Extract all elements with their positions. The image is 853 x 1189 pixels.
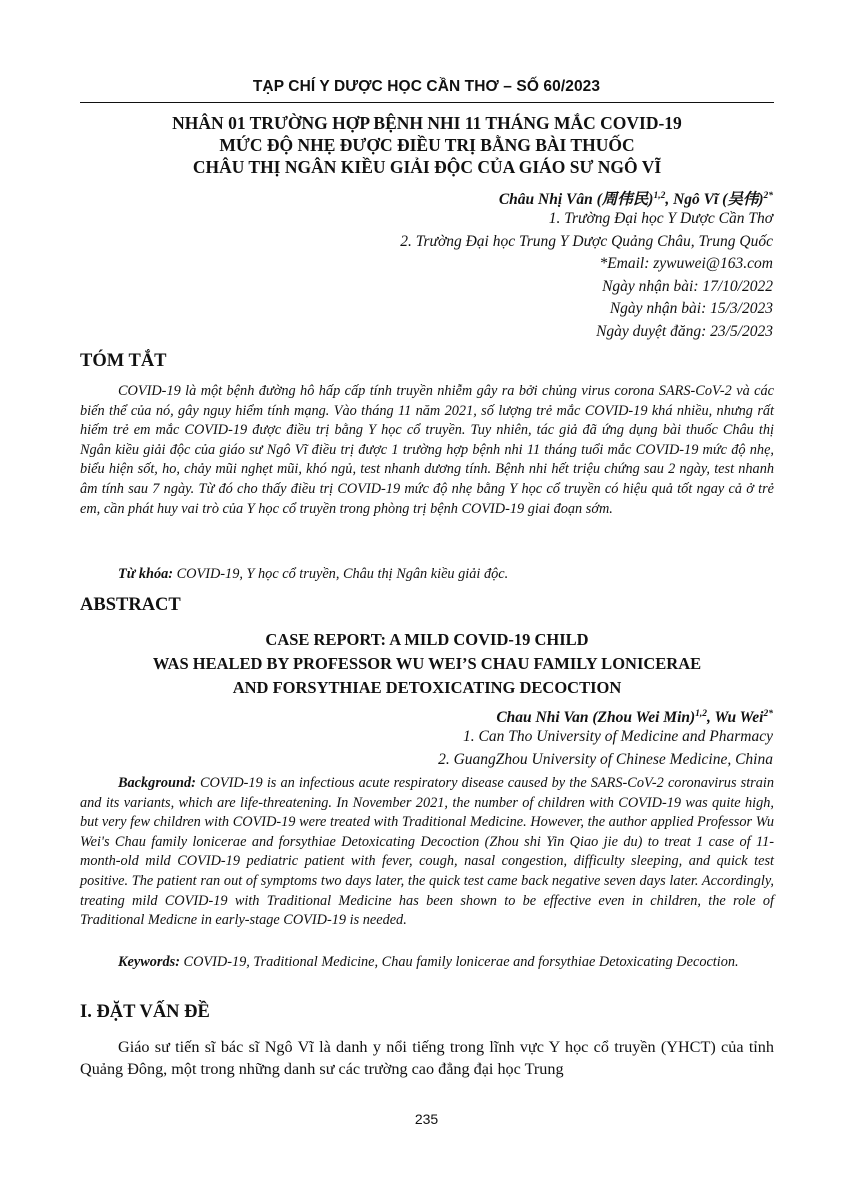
affiliation-line: 1. Can Tho University of Medicine and Pharmacy — [463, 728, 773, 745]
keywords-en-label: Keywords: — [118, 954, 180, 970]
author-affil-sup: 2* — [763, 709, 773, 719]
article-title — [80, 112, 774, 178]
email-line: *Email: zywuwei@163.com — [599, 255, 773, 272]
journal-header: TẠP CHÍ Y DƯỢC HỌC CẦN THƠ – SỐ 60/2023 — [252, 78, 601, 95]
affiliation-line: 1. Trường Đại học Y Dược Cần Thơ — [548, 210, 773, 227]
en-title-line: AND FORSYTHIAE DETOXICATING DECOCTION — [232, 678, 622, 697]
keywords-vi — [80, 565, 774, 585]
author-name: Chau Nhi Van (Zhou Wei Min) — [496, 709, 696, 727]
background-text: COVID-19 is an infectious acute respiratory disease caused by the SARS-CoV-2 coronavirus strain and its variants, which are life-threatening. In November 2021, the number of children with COVID-19 was quite high, but very few children with COVID-19 were treated with Traditional Medicine. However, the author applied Professor Wu Wei's Chau family lonicerae and forsythiae Detoxicating Decoction (Zhou shi Yin Qiao jie du) to treat 1 case of 11-month-old mild COVID-19 pediatric patient with fever, cough, nasal congestion, difficulty sleeping, and quick test positive. The patient ran out of symptoms two days later, the quick test came back negative seven days later. Accordingly, treating mild COVID-19 with Traditional Medicine has been shown to be effective even in children, the role of Traditional Medicne in early-stage COVID-19 is needed. — [80, 775, 774, 929]
section-1-heading: I. ĐẶT VẤN ĐỀ — [80, 1002, 210, 1022]
header-rule — [80, 102, 774, 103]
author-affil-sup: 1,2 — [695, 709, 708, 719]
abstract-heading: ABSTRACT — [80, 595, 181, 615]
title-line: CHÂU THỊ NGÂN KIỀU GIẢI ĐỘC CỦA GIÁO SƯ NGÔ VĨ — [192, 157, 662, 177]
en-title-line: WAS HEALED BY PROFESSOR WU WEI’S CHAU FAMILY LONICERAE — [152, 654, 702, 673]
background-paragraph — [80, 774, 774, 931]
en-title-line: CASE REPORT: A MILD COVID-19 CHILD — [265, 630, 589, 649]
section-1-paragraph: Giáo sư tiến sĩ bác sĩ Ngô Vĩ là danh y nổi tiếng trong lĩnh vực Y học cổ truyền (YHCT) của tỉnh Quảng Đông, một trong những danh sư các trường cao đẳng đại học Trung — [80, 1038, 774, 1078]
keywords-en-text: COVID-19, Traditional Medicine, Chau family lonicerae and forsythiae Detoxicating Decoction. — [179, 954, 739, 970]
title-line: MỨC ĐỘ NHẸ ĐƯỢC ĐIỀU TRỊ BẰNG BÀI THUỐC — [219, 135, 635, 155]
affiliation-line: 2. GuangZhou University of Chinese Medicine, China — [438, 750, 773, 768]
author-affil-sup: 1,2 — [653, 191, 666, 201]
revised-date: Ngày nhận bài: 15/3/2023 — [609, 300, 773, 317]
english-title — [80, 628, 774, 700]
author-separator: , — [707, 709, 715, 727]
keywords-en — [80, 953, 774, 973]
author-name: Wu Wei — [714, 709, 764, 727]
affiliations-vi — [173, 208, 773, 343]
author-affil-sup: 2* — [763, 191, 773, 201]
keywords-vi-text: COVID-19, Y học cổ truyền, Châu thị Ngân kiều giải độc. — [173, 566, 509, 582]
keywords-vi-label: Từ khóa: — [118, 566, 174, 582]
received-date: Ngày nhận bài: 17/10/2022 — [602, 277, 773, 295]
accepted-date: Ngày duyệt đăng: 23/5/2023 — [596, 322, 773, 340]
affiliation-line: 2. Trường Đại học Trung Y Dược Quảng Châu, Trung Quốc — [400, 232, 773, 250]
author-separator: , — [665, 191, 674, 209]
background-label: Background: — [118, 775, 196, 791]
page-number: 235 — [414, 1111, 439, 1127]
author-name: Châu Nhị Vân (周伟民) — [498, 191, 654, 209]
affiliations-en — [173, 726, 773, 771]
summary-paragraph: COVID-19 là một bệnh đường hô hấp cấp tính truyền nhiễm gây ra bởi chủng virus corona SARS-CoV-2 và các biến thể của nó, gây nguy hiểm tính mạng. Vào tháng 11 năm 2021, số lượng trẻ mắc COVID-19 khá nhiều, nhưng rất hiếm trẻ em mắc COVID-19 được điều trị bằng Y học cổ truyền. Tuy nhiên, tác giả đã ứng dụng bài thuốc Châu thị Ngân kiều giải độc của giáo sư Ngô Vĩ điều trị được 1 trường hợp bệnh nhi 11 tháng tuổi mắc COVID-19 mức độ nhẹ, biểu hiện sốt, ho, chảy mũi nghẹt mũi, khó ngủ, test nhanh dương tính. Bệnh nhi hết triệu chứng sau 2 ngày, test nhanh âm tính sau 7 ngày. Từ đó cho thấy điều trị COVID-19 mức độ nhẹ bằng Y học cổ truyền có hiệu quả tốt ngay cả ở trẻ em, cần phát huy vai trò của Y học cổ truyền trong phòng trị bệnh COVID-19 giai đoạn sớm. — [80, 383, 774, 517]
summary-heading: TÓM TẮT — [80, 351, 167, 371]
author-name: Ngô Vĩ (吴伟) — [673, 191, 764, 209]
title-line: NHÂN 01 TRƯỜNG HỢP BỆNH NHI 11 THÁNG MẮC COVID-19 — [172, 113, 682, 133]
